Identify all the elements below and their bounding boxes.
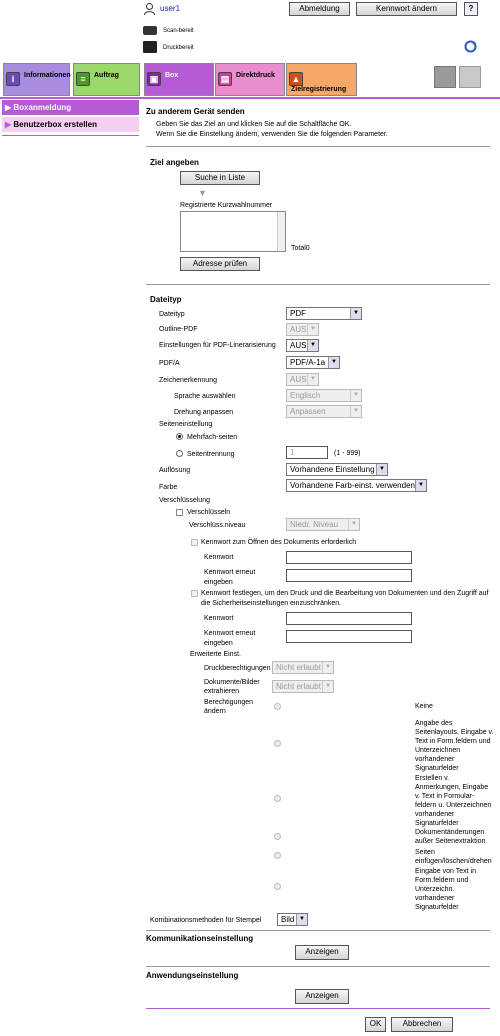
tab-informationen[interactable]: i Informationen — [3, 63, 70, 96]
ocr-label: Zeichenerkennung — [159, 377, 217, 384]
advanced-label: Erweiterte Einst. — [190, 651, 241, 658]
open-password-label: Kennwort zum Öffnen des Dokuments erforderlich — [201, 539, 357, 546]
settings-icon[interactable] — [434, 66, 456, 88]
comm-title: Kommunikationseinstellung — [146, 934, 254, 943]
enc-level-select[interactable]: Niedr. Niveau ▼ — [286, 518, 360, 531]
user-icon — [144, 3, 155, 15]
app-title: Anwendungseinstellung — [146, 971, 239, 980]
arrow-down-icon: ▼ — [198, 188, 207, 198]
divider — [146, 966, 490, 967]
password-label: Kennwort — [204, 615, 234, 622]
refresh-icon[interactable] — [464, 40, 477, 53]
password-confirm-label: Kennwort erneut eingeben — [204, 569, 256, 586]
stamp-label: Kombinationsmethoden für Stempel — [150, 917, 262, 924]
perm-option-label: Dokumentänderungen außer Seitenextraktion — [415, 829, 486, 845]
resolution-select[interactable]: Vorhandene Einstellung ▼ — [286, 463, 388, 476]
registered-list[interactable] — [180, 211, 286, 252]
permission-password-confirm-field[interactable] — [286, 630, 412, 643]
password-label: Kennwort — [204, 554, 234, 561]
language-select[interactable]: Englisch ▼ — [286, 389, 362, 402]
print-permission-select[interactable]: Nicht erlaubt ▼ — [272, 661, 334, 674]
linear-label: Einstellungen für PDF-Linerarisierung — [159, 342, 276, 349]
pdfa-select[interactable]: PDF/A-1a ▼ — [286, 356, 340, 369]
perm-option-radio[interactable] — [274, 833, 281, 840]
sidebar-item-boxanmeldung[interactable]: ▶ Boxanmeldung — [2, 100, 139, 115]
multi-page-radio[interactable] — [176, 433, 183, 440]
page-split-radio[interactable] — [176, 450, 183, 457]
username: user1 — [160, 4, 181, 13]
registered-label: Registrierte Kurzwahlnummer — [180, 202, 273, 209]
scanner-icon — [143, 26, 157, 35]
perm-option-label: Eingabe von Text in Form.feldern und Unterzeichn. vorhandener Signaturfelder — [415, 868, 476, 911]
extract-label: Dokumente/Bilder extrahieren — [204, 679, 260, 695]
footer-divider — [146, 1008, 490, 1009]
rotate-select[interactable]: Anpassen ▼ — [286, 405, 362, 418]
page-setting-label: Seiteneinstellung — [159, 421, 213, 428]
ocr-select[interactable]: AUS ▼ — [286, 373, 319, 386]
encryption-label: Verschlüsselung — [159, 497, 210, 504]
permission-password-field[interactable] — [286, 612, 412, 625]
tab-box[interactable]: ▣ Box — [144, 63, 214, 96]
address-book-icon[interactable] — [459, 66, 481, 88]
help-button[interactable]: ? — [464, 2, 478, 16]
send-title: Zu anderem Gerät senden — [146, 107, 245, 116]
divider — [146, 146, 490, 147]
perm-option-radio[interactable] — [274, 703, 281, 710]
perm-option-label: Seiten einfügen/löschen/drehen — [415, 849, 492, 865]
perm-option-label: Angabe des Seitenlayouts, Eingabe v. Text in Form.feldern und Unterzeichnen vorhandener Signaturfelder — [415, 720, 494, 772]
perm-option-radio[interactable] — [274, 852, 281, 859]
filetype-title: Dateityp — [150, 295, 182, 304]
page-split-range: (1 - 999) — [334, 450, 361, 457]
open-password-checkbox[interactable] — [191, 539, 198, 546]
logout-button[interactable]: Abmeldung — [289, 2, 350, 16]
target-title: Ziel angeben — [150, 158, 199, 167]
language-label: Sprache auswählen — [174, 393, 236, 400]
resolution-label: Auflösung — [159, 467, 191, 474]
check-address-button[interactable]: Adresse prüfen — [180, 257, 260, 271]
permission-password-checkbox[interactable] — [191, 590, 198, 597]
color-select[interactable]: Vorhandene Farb-einst. verwenden ▼ — [286, 479, 427, 492]
ok-button[interactable]: OK — [365, 1017, 386, 1032]
divider — [146, 284, 490, 285]
change-password-button[interactable]: Kennwort ändern — [356, 2, 457, 16]
destination-icon: ▲ — [289, 72, 303, 86]
tab-underline — [0, 97, 500, 99]
filetype-label: Dateityp — [159, 311, 185, 318]
open-password-field[interactable] — [286, 551, 412, 564]
page-split-input[interactable]: 1 — [286, 446, 328, 459]
perm-option-radio[interactable] — [274, 740, 281, 747]
divider — [146, 930, 490, 931]
extract-select[interactable]: Nicht erlaubt ▼ — [272, 680, 334, 693]
enc-level-label: Verschlüss.niveau — [189, 522, 246, 529]
tab-zielregistrierung[interactable]: ▲ Zielregistrierung — [286, 63, 357, 96]
encrypt-checkbox[interactable] — [176, 509, 183, 516]
total-count: Total0 — [291, 245, 310, 252]
perm-option-radio[interactable] — [274, 883, 281, 890]
multi-page-label: Mehrfach-seiten — [187, 434, 238, 441]
pdfa-label: PDF/A — [159, 360, 180, 367]
job-icon: ≡ — [76, 72, 90, 86]
password-confirm-label: Kennwort erneut eingeben — [204, 630, 256, 647]
change-permission-label: Berechtigungen ändern — [204, 699, 254, 715]
direct-print-icon: ▤ — [218, 72, 232, 86]
cancel-button[interactable]: Abbrechen — [391, 1017, 453, 1032]
tab-direktdruck[interactable]: ▤ Direktdruck — [215, 63, 285, 96]
scan-status: Scan-bereit — [163, 28, 194, 34]
perm-option-radio[interactable] — [274, 795, 281, 802]
sidebar-item-benutzerbox-erstellen[interactable]: ▶ Benutzerbox erstellen — [2, 117, 139, 132]
encrypt-label: Verschlüsseln — [187, 509, 231, 516]
outline-label: Outline-PDF — [159, 326, 198, 333]
send-desc-1: Geben Sie das Ziel an und klicken Sie auf die Schaltfläche OK. — [156, 121, 352, 128]
box-icon: ▣ — [147, 72, 161, 86]
printer-icon — [143, 41, 157, 53]
info-icon: i — [6, 72, 20, 86]
permission-password-label: Kennwort festlegen, um den Druck und die Bearbeitung von Dokumenten und den Zugriff auf die Sicherheitseinstellungen einzuschränken. — [201, 590, 489, 607]
print-permission-label: Druckberechtigungen — [204, 665, 271, 672]
search-list-button[interactable]: Suche in Liste — [180, 171, 260, 185]
print-status: Druckbereit — [163, 45, 194, 51]
color-label: Farbe — [159, 484, 178, 491]
app-show-button[interactable]: Anzeigen — [295, 989, 349, 1004]
stamp-select[interactable]: Bild ▼ — [277, 913, 308, 926]
filetype-select[interactable]: PDF ▼ — [286, 307, 362, 320]
comm-show-button[interactable]: Anzeigen — [295, 945, 349, 960]
rotate-label: Drehung anpassen — [174, 409, 234, 416]
send-desc-2: Wenn Sie die Einstellung ändern, verwenden Sie die folgenden Parameter. — [156, 131, 388, 138]
page-split-label: Seitentrennung — [187, 451, 235, 458]
list-scrollbar[interactable] — [277, 212, 285, 251]
perm-option-label: Erstellen v. Anmerkungen, Eingabe v. Text in Formular-feldern u. Unterzeichnen vorhandener Signaturfelder — [415, 775, 492, 827]
open-password-confirm-field[interactable] — [286, 569, 412, 582]
outline-select[interactable]: AUS ▼ — [286, 323, 319, 336]
sidebar-divider — [2, 135, 139, 136]
tab-auftrag[interactable]: ≡ Auftrag — [73, 63, 140, 96]
linear-select[interactable]: AUS ▼ — [286, 339, 319, 352]
perm-option-label: Keine — [415, 703, 433, 710]
